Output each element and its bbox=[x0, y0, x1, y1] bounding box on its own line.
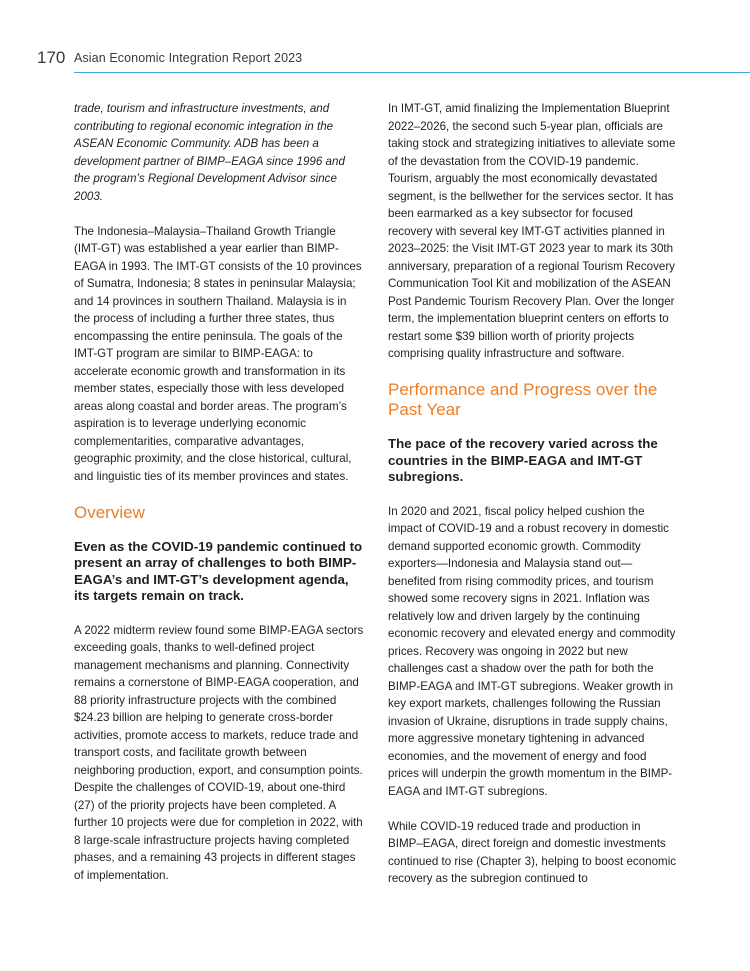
page-header bbox=[37, 47, 750, 73]
header-rule bbox=[74, 72, 750, 73]
overview-subheading: Even as the COVID-19 pandemic continued to present an array of challenges to both BIMP-EAGA’s and IMT-GT’s development agenda, its targets remain on track. bbox=[74, 538, 363, 603]
performance-subheading: The pace of the recovery varied across the countries in the BIMP-EAGA and IMT-GT subregions. bbox=[388, 436, 658, 484]
overview-heading: Overview bbox=[74, 502, 145, 522]
fiscal-policy-paragraph: In 2020 and 2021, fiscal policy helped cushion the impact of COVID-19 and a robust recovery in domestic demand supported economic growth. Commodity exporters—Indonesia and Malaysia stand out—benefited from rising commodity prices, and tourism showed some recovery signs in 2021. Inflation was relatively low and driven largely by the continuing economic recovery and elevated energy and commodity prices. Recovery was ongoing in 2022 but new challenges cast a shadow over the path for both the BIMP-EAGA and IMT-GT subregions. Weaker growth in key export markets, challenges following the Russian invasion of Ukraine, disruptions in trade supply chains, more aggressive monetary tightening in advanced economies, and the movement of energy and food prices will underpin the growth momentum in the BIMP-EAGA and IMT-GT subregions. bbox=[388, 504, 676, 798]
page-number: 170 bbox=[37, 48, 66, 67]
running-title: Asian Economic Integration Report 2023 bbox=[74, 51, 303, 65]
right-column bbox=[388, 100, 678, 905]
blueprint-paragraph: In IMT-GT, amid finalizing the Implementation Blueprint 2022–2026, the second such 5-year plan, officials are taking stock and strategizing initiatives to alleviate some of the devastation from the COVID-19 pandemic. Tourism, arguably the most economically devastated segment, is the bellwether for the services sector. It has been earmarked as a key subsector for focused recovery with several key IMT-GT activities planned in 2023–2025: the Visit IMT-GT 2023 year to mark its 30th anniversary, preparation of a regional Tourism Recovery Communication Tool Kit and mobilization of the ASEAN Post Pandemic Tourism Recovery Plan. Over the longer term, the implementation blueprint centers on efforts to restart some $39 billion worth of priority projects comprising quality infrastructure and software. bbox=[388, 102, 676, 360]
performance-heading: Performance and Progress over the Past Year bbox=[388, 380, 658, 419]
intro-italic-paragraph: trade, tourism and infrastructure investments, and contributing to regional economic integration in the ASEAN Economic Community. ADB has been a development partner of BIMP–EAGA since 1996 and the program’s Regional Development Advisor since 2003. bbox=[74, 102, 345, 203]
midterm-review-paragraph: A 2022 midterm review found some BIMP-EAGA sectors exceeding goals, thanks to well-defined project management mechanisms and planning. Connectivity remains a cornerstone of BIMP-EAGA cooperation, and 88 priority infrastructure projects with the combined $24.23 billion are helping to generate cross-border activities, promote access to markets, reduce trade and transport costs, and facilitate growth between neighboring production, export, and consumption points. Despite the challenges of COVID-19, about one-third (27) of the priority projects have been completed. A further 10 projects were due for completion in 2022, with 8 large-scale infrastructure projects having completed phases, and a remaining 43 projects in different stages of implementation. bbox=[74, 623, 364, 882]
imt-gt-paragraph: The Indonesia–Malaysia–Thailand Growth Triangle (IMT-GT) was established a year earlier than BIMP-EAGA in 1993. The IMT-GT consists of the 10 provinces of Sumatra, Indonesia; 8 states in peninsular Malaysia; and 14 provinces in southern Thailand. Malaysia is in the process of including a further three states, thus encompassing the entire peninsula. The goals of the IMT-GT program are similar to BIMP-EAGA: to accelerate economic growth and transformation in its member states, especially those with less developed areas along coastal and border areas. The program’s aspiration is to leverage underlying economic complementarities, comparative advantages, geographic proximity, and the close historical, cultural, and linguistic ties of its member provinces and states. bbox=[74, 224, 362, 483]
trade-production-paragraph: While COVID-19 reduced trade and production in BIMP–EAGA, direct foreign and domestic investments continued to rise (Chapter 3), helping to boost economic recovery as the subregion continued to bbox=[388, 819, 677, 885]
left-column bbox=[74, 100, 364, 902]
